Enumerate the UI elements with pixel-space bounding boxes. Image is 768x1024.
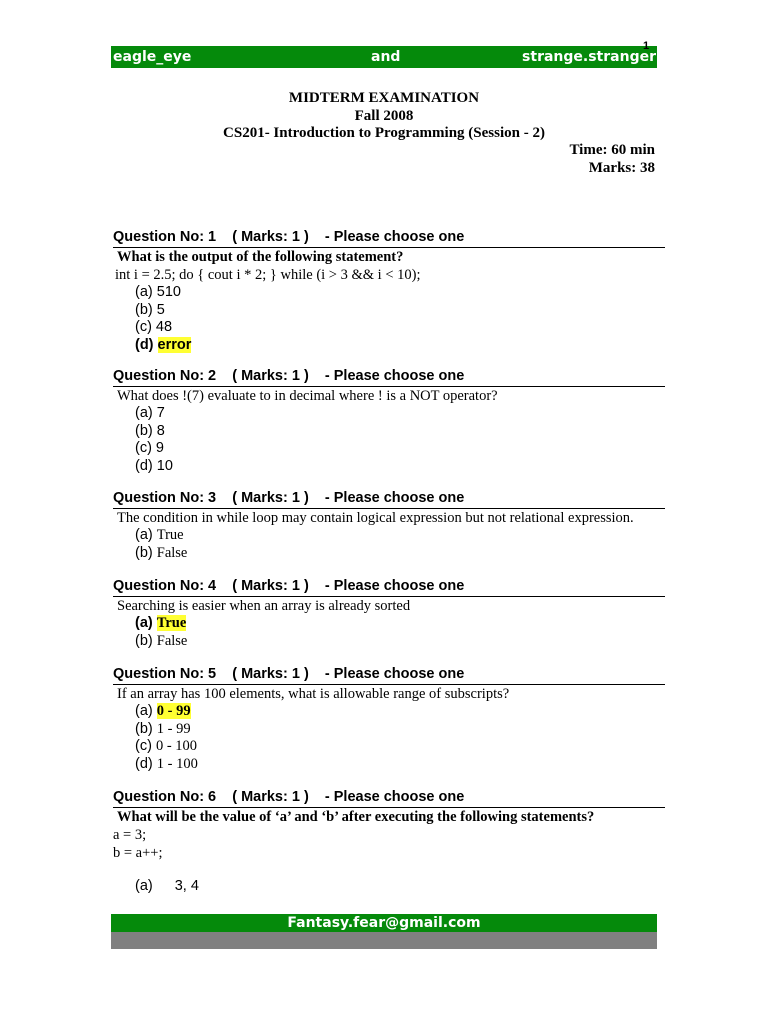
option-b[interactable] — [135, 633, 665, 651]
footer-bar — [111, 914, 657, 932]
footer-gray-bar — [111, 932, 657, 949]
option-d[interactable] — [135, 337, 665, 355]
question-header: Question No: 5 ( Marks: 1 ) - Please choose one — [113, 666, 665, 685]
exam-course: CS201- Introduction to Programming (Session - 2) — [223, 125, 545, 141]
option-label: (a) — [135, 878, 153, 894]
option-text: 1 - 100 — [156, 755, 198, 772]
option-a[interactable] — [135, 615, 665, 633]
page-number: 1 — [643, 40, 650, 52]
question-text: What does !(7) evaluate to in decimal where ! is a NOT operator? — [117, 388, 498, 404]
option-b[interactable] — [135, 545, 665, 563]
option-label: (a) — [135, 527, 157, 543]
option-text: True — [156, 527, 184, 543]
question-header: Question No: 3 ( Marks: 1 ) - Please choose one — [113, 490, 665, 509]
option-c[interactable] — [135, 738, 665, 756]
question-text: The condition in while loop may contain logical expression but not relational expression. — [117, 510, 634, 526]
option-text: 3, 4 — [174, 878, 199, 894]
option-c[interactable]: (c) 9 — [135, 440, 164, 456]
question-code: int i = 2.5; do { cout i * 2; } while (i > 3 && i < 10); — [115, 267, 421, 283]
header-left-text: eagle_eye — [113, 49, 192, 65]
option-a[interactable] — [135, 878, 665, 896]
code-line-2: b = a++; — [113, 845, 163, 861]
option-label: (b) — [135, 720, 157, 737]
option-text: 0 - 100 — [155, 738, 198, 754]
header-bar — [111, 46, 657, 68]
question-6 — [113, 789, 665, 896]
question-1 — [113, 229, 665, 354]
highlighted-answer: True — [156, 615, 187, 631]
option-c[interactable]: (c) 48 — [135, 319, 173, 335]
footer-email: Fantasy.fear@gmail.com — [287, 915, 481, 931]
option-label: (a) — [135, 703, 157, 719]
exam-time: Time: 60 min — [569, 142, 655, 158]
question-header: Question No: 2 ( Marks: 1 ) - Please choose one — [113, 368, 665, 387]
code-line-1: a = 3; — [113, 827, 147, 843]
option-b[interactable] — [135, 721, 665, 739]
highlighted-answer: 0 - 99 — [156, 703, 191, 719]
option-a[interactable] — [135, 703, 665, 721]
option-label: (d) — [135, 336, 158, 353]
option-label: (d) — [135, 755, 157, 772]
question-text: What will be the value of ‘a’ and ‘b’ after executing the following statements? — [117, 809, 595, 825]
exam-title: MIDTERM EXAMINATION — [288, 90, 480, 106]
question-5 — [113, 666, 665, 773]
option-a[interactable] — [135, 527, 665, 545]
question-text: What is the output of the following statement? — [117, 249, 404, 265]
highlighted-answer: error — [157, 336, 192, 353]
question-3 — [113, 490, 665, 562]
question-4 — [113, 578, 665, 650]
option-label: (b) — [135, 544, 157, 561]
question-header: Question No: 4 ( Marks: 1 ) - Please choose one — [113, 578, 665, 597]
option-text: False — [156, 544, 188, 561]
exam-marks: Marks: 38 — [588, 160, 655, 176]
option-label: (b) — [135, 632, 157, 649]
option-text: False — [156, 632, 188, 649]
question-text: If an array has 100 elements, what is allowable range of subscripts? — [117, 686, 510, 702]
option-label: (a) — [135, 615, 157, 631]
question-header: Question No: 1 ( Marks: 1 ) - Please choose one — [113, 229, 665, 248]
option-b[interactable]: (b) 8 — [135, 422, 165, 439]
option-d[interactable] — [135, 756, 665, 774]
header-right-text: strange.stranger — [522, 49, 656, 65]
header-middle-text: and — [371, 49, 401, 65]
exam-term: Fall 2008 — [354, 108, 414, 124]
question-text: Searching is easier when an array is already sorted — [117, 598, 411, 614]
question-2 — [113, 368, 665, 475]
option-label: (c) — [135, 738, 156, 754]
option-a[interactable]: (a) 7 — [135, 405, 165, 421]
option-text: 1 - 99 — [156, 720, 191, 737]
option-a[interactable]: (a) 510 — [135, 284, 181, 300]
option-b[interactable]: (b) 5 — [135, 301, 165, 318]
option-d[interactable]: (d) 10 — [135, 457, 173, 474]
question-header: Question No: 6 ( Marks: 1 ) - Please choose one — [113, 789, 665, 808]
